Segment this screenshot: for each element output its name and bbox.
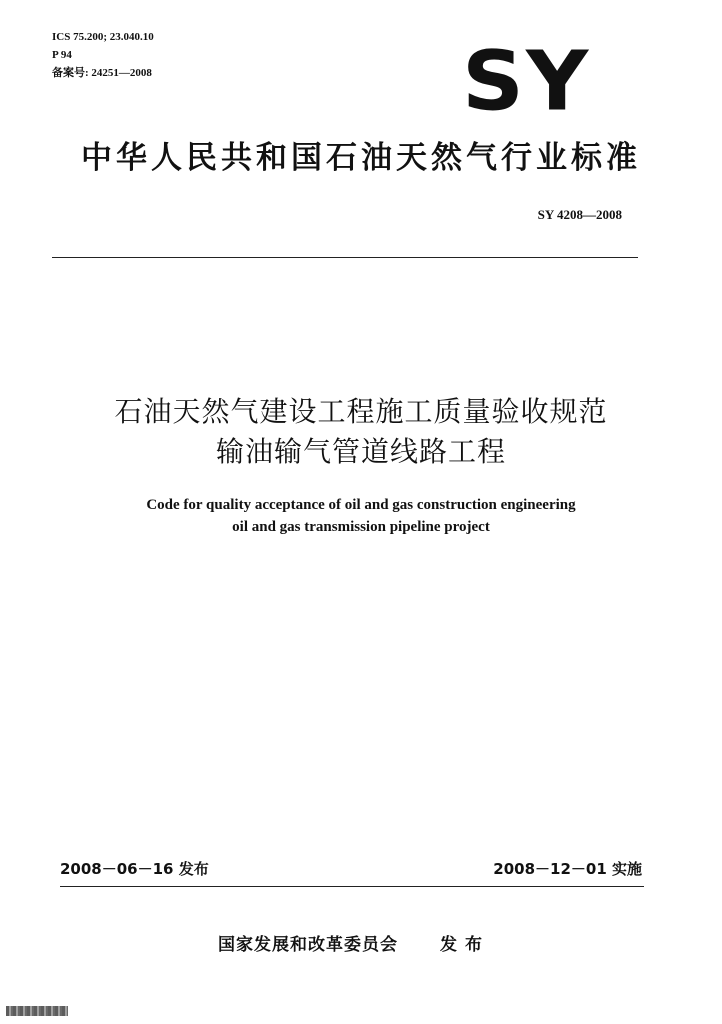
- classification-code: P 94: [52, 49, 72, 61]
- bottom-divider: [60, 886, 644, 887]
- ics-code: ICS 75.200; 23.040.10: [52, 31, 154, 43]
- top-divider: [52, 257, 638, 258]
- sy-logo: SY: [462, 34, 591, 130]
- scan-artifact: [6, 1006, 68, 1016]
- publish-date: 2008－06－16 发布: [60, 860, 209, 878]
- title-en-line2: oil and gas transmission pipeline project: [232, 519, 490, 535]
- standard-number: SY 4208—2008: [537, 207, 622, 222]
- record-number: 备案号: 24251—2008: [52, 67, 152, 79]
- issue-label: 发布: [440, 935, 490, 955]
- implement-date: 2008－12－01 实施: [493, 860, 642, 878]
- org-title: 中华人民共和国石油天然气行业标准: [81, 140, 641, 176]
- issuer: 国家发展和改革委员会: [218, 935, 398, 955]
- title-cn-line2: 输油输气管道线路工程: [215, 435, 506, 468]
- title-cn-line1: 石油天然气建设工程施工质量验收规范: [114, 395, 608, 428]
- title-en-line1: Code for quality acceptance of oil and gas construction engineering: [146, 497, 576, 513]
